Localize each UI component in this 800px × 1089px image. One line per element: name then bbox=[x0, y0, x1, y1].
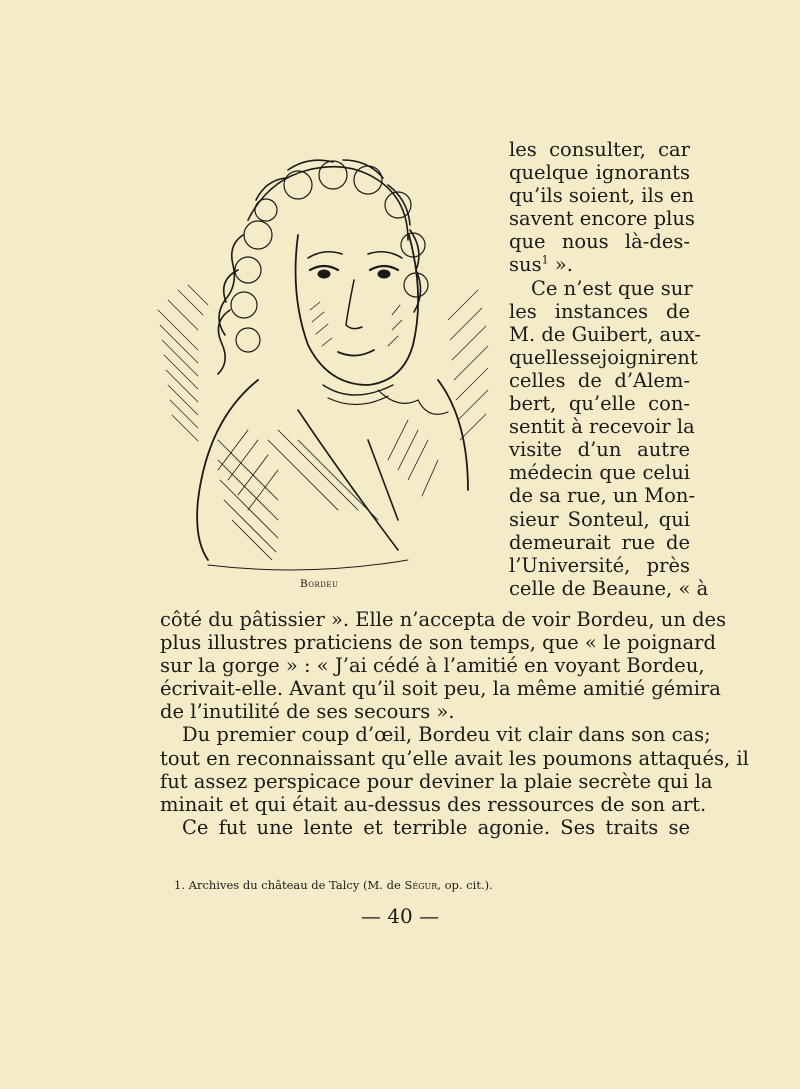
text-line: sur la gorge » : « J’ai cédé à l’amitié en voyant Bordeu, bbox=[160, 654, 705, 678]
text-line: que nous là-des- bbox=[509, 230, 690, 254]
text-line: sieur Sonteul, qui bbox=[509, 507, 690, 531]
page-number: — 40 — bbox=[360, 904, 440, 928]
footnote-marker: 1 bbox=[541, 253, 549, 267]
text-line: fut assez perspicace pour deviner la plaie secrète qui la bbox=[160, 769, 713, 793]
text-line-with-note bbox=[509, 253, 690, 276]
text-line: de l’inutilité de ses secours ». bbox=[160, 700, 455, 724]
text-line: savent encore plus bbox=[509, 207, 695, 231]
text-line: visite d’un autre bbox=[509, 438, 690, 462]
text-line: M. de Guibert, aux- bbox=[509, 322, 701, 346]
text-line: de sa rue, un Mon- bbox=[509, 484, 696, 508]
text-line: celles de d’Alem- bbox=[509, 368, 690, 392]
text-line: celle de Beaune, « à bbox=[509, 576, 709, 600]
text-fragment: sus bbox=[509, 253, 542, 277]
figure-caption: Bordeu bbox=[300, 578, 339, 590]
text-line: demeurait rue de bbox=[509, 530, 690, 554]
main-text-column bbox=[160, 608, 749, 839]
footnote-author: Ségur bbox=[404, 878, 438, 892]
footnote-ref: , op. cit.). bbox=[437, 878, 493, 892]
text-line: les instances de bbox=[509, 299, 690, 323]
bordeu-portrait-engraving bbox=[148, 140, 493, 575]
footnote-text: Archives du château de Talcy (M. de bbox=[188, 878, 405, 892]
text-line: plus illustres praticiens de son temps, que « le poignard bbox=[160, 631, 716, 655]
footnote bbox=[174, 878, 493, 892]
text-line: écrivait-elle. Avant qu’il soit peu, la même amitié gémira bbox=[160, 677, 721, 701]
text-line: quellessejoignirent bbox=[509, 345, 698, 369]
text-fragment: ». bbox=[548, 253, 573, 277]
text-line: médecin que celui bbox=[509, 461, 690, 485]
text-line: Ce n’est que sur bbox=[531, 276, 693, 300]
text-line: côté du pâtissier ». Elle n’accepta de voir Bordeu, un des bbox=[160, 608, 727, 631]
text-line: l’Université, près bbox=[509, 553, 690, 577]
text-line: qu’ils soient, ils en bbox=[509, 184, 695, 208]
text-line: tout en reconnaissant qu’elle avait les poumons attaqués, il bbox=[160, 746, 749, 770]
text-line: quelque ignorants bbox=[509, 161, 690, 185]
text-line: Ce fut une lente et terrible agonie. Ses traits se bbox=[182, 815, 690, 839]
text-line: bert, qu’elle con- bbox=[509, 392, 690, 416]
text-line: minait et qui était au-dessus des ressources de son art. bbox=[160, 792, 707, 816]
text-line: sentit à recevoir la bbox=[509, 415, 695, 439]
text-line: les consulter, car bbox=[509, 138, 690, 161]
side-text-column bbox=[509, 138, 709, 600]
footnote-number: 1. bbox=[174, 878, 185, 892]
text-line: Du premier coup d’œil, Bordeu vit clair dans son cas; bbox=[182, 723, 711, 747]
